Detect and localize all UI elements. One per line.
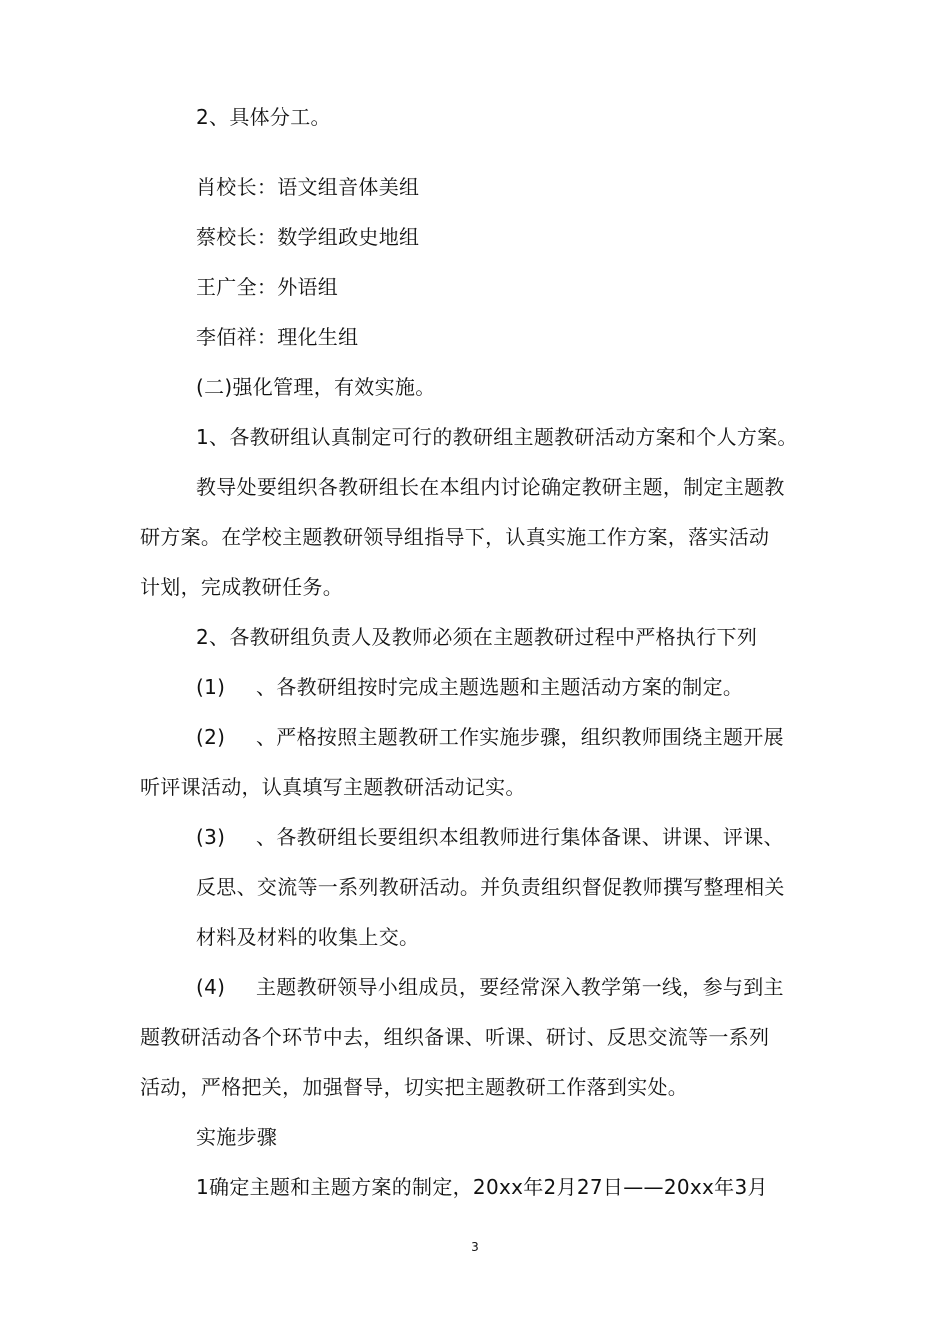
sub-item-line <box>196 724 784 750</box>
assignment-line: 李佰祥：理化生组 <box>196 325 359 349</box>
sub-item-continuation: 材料及材料的收集上交。 <box>196 925 420 949</box>
assignment-line: 肖校长：语文组音体美组 <box>196 175 420 199</box>
item-one: 1、各教研组认真制定可行的教研组主题教研活动方案和个人方案。 <box>196 425 798 449</box>
sub-item-text: 、各教研组长要组织本组教师进行集体备课、讲课、评课、 <box>256 825 784 849</box>
sub-item-text: 、各教研组按时完成主题选题和主题活动方案的制定。 <box>256 675 744 699</box>
sub-item-line <box>196 674 743 700</box>
page-number: 3 <box>471 1240 479 1254</box>
sub-item-number: (2) <box>196 725 226 749</box>
assignment-line: 王广全：外语组 <box>196 275 339 299</box>
section-two-title: (二)强化管理，有效实施。 <box>196 375 436 399</box>
paragraph-line: 计划，完成教研任务。 <box>140 575 343 599</box>
sub-item-continuation: 活动，严格把关，加强督导，切实把主题教研工作落到实处。 <box>140 1075 689 1099</box>
sub-item-continuation: 反思、交流等一系列教研活动。并负责组织督促教师撰写整理相关 <box>196 875 785 899</box>
sub-item-continuation: 题教研活动各个环节中去，组织备课、听课、研讨、反思交流等一系列 <box>140 1025 770 1049</box>
division-heading: 2、具体分工。 <box>196 105 331 129</box>
sub-item-number: (3) <box>196 825 226 849</box>
sub-item-continuation: 听评课活动，认真填写主题教研活动记实。 <box>140 775 526 799</box>
sub-item-text: 主题教研领导小组成员，要经常深入教学第一线，参与到主 <box>256 975 784 999</box>
sub-item-line <box>196 974 784 1000</box>
sub-item-text: 、严格按照主题教研工作实施步骤，组织教师围绕主题开展 <box>256 725 784 749</box>
step-one: 1确定主题和主题方案的制定，20xx年2月27日——20xx年3月 <box>196 1175 768 1199</box>
paragraph-line: 研方案。在学校主题教研领导组指导下，认真实施工作方案，落实活动 <box>140 525 770 549</box>
assignment-line: 蔡校长：数学组政史地组 <box>196 225 420 249</box>
sub-item-line <box>196 824 784 850</box>
sub-item-number: (1) <box>196 675 226 699</box>
sub-item-number: (4) <box>196 975 226 999</box>
item-two: 2、各教研组负责人及教师必须在主题教研过程中严格执行下列 <box>196 625 758 649</box>
paragraph-line: 教导处要组织各教研组长在本组内讨论确定教研主题，制定主题教 <box>196 475 785 499</box>
steps-title: 实施步骤 <box>196 1125 278 1149</box>
